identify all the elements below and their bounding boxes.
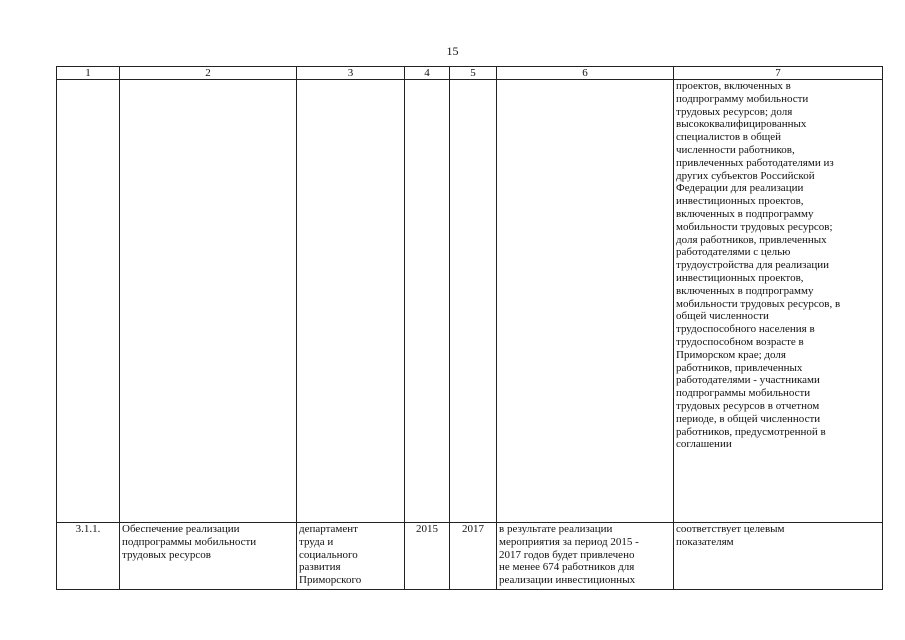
text-line: численности работников, <box>676 143 795 156</box>
text-line: включенных в подпрограмму <box>676 284 814 297</box>
text-line: работодателями с целью <box>676 246 791 259</box>
text-line: трудоустройства для реализации <box>676 259 830 272</box>
table-header-row <box>57 67 883 80</box>
text-line: периоде, в общей численности <box>676 412 821 425</box>
text-line: трудовых ресурсов в отчетном <box>676 399 820 412</box>
text-line: инвестиционных проектов, <box>676 195 804 208</box>
text-line: 2017 годов будет привлечено <box>499 548 635 561</box>
text-line: мобильности трудовых ресурсов; <box>676 220 833 233</box>
indicator-link-cell <box>674 523 883 590</box>
text-line: проектов, включенных в <box>676 80 791 92</box>
text-line: труда и <box>299 535 334 548</box>
text-line: подпрограмму мобильности <box>676 92 809 105</box>
text-line: мероприятия за период 2015 - <box>499 535 639 548</box>
text-line: социального <box>299 548 358 561</box>
text-line: других субъектов Российской <box>676 169 815 182</box>
text-line: в результате реализации <box>499 523 613 535</box>
table-cell <box>405 80 450 523</box>
table-cell <box>120 80 297 523</box>
text-line: не менее 674 работников для <box>499 561 635 574</box>
text-line: Приморском крае; доля <box>676 348 786 361</box>
text-line: включенных в подпрограмму <box>676 207 814 220</box>
text-lines <box>499 523 671 587</box>
header-cell: 6 <box>497 67 674 80</box>
header-cell: 1 <box>57 67 120 80</box>
text-line: подпрограммы мобильности <box>676 387 811 400</box>
indicator-text-cell <box>674 80 883 523</box>
text-line: реализации инвестиционных <box>499 574 636 587</box>
text-line: общей численности <box>676 310 769 323</box>
text-lines <box>299 523 402 587</box>
text-line: департамент <box>299 523 358 535</box>
text-line: трудоспособного населения в <box>676 323 815 336</box>
text-line: работников, предусмотренной в <box>676 425 826 438</box>
header-cell: 3 <box>297 67 405 80</box>
text-line: Приморского <box>299 574 362 587</box>
table-cell <box>497 80 674 523</box>
document-table <box>56 66 883 590</box>
text-line: трудовых ресурсов <box>122 548 212 561</box>
text-line: мобильности трудовых ресурсов, в <box>676 297 841 310</box>
header-cell: 5 <box>450 67 497 80</box>
text-line: работодателями - участниками <box>676 374 820 387</box>
end-year-cell: 2017 <box>450 523 497 590</box>
table-cell <box>297 80 405 523</box>
start-year-cell: 2015 <box>405 523 450 590</box>
expected-result-cell <box>497 523 674 590</box>
responsible-cell <box>297 523 405 590</box>
text-line: привлеченных работодателями из <box>676 156 834 169</box>
header-cell: 4 <box>405 67 450 80</box>
text-lines <box>122 523 294 561</box>
text-line: показателям <box>676 535 734 548</box>
text-line: трудоспособном возрасте в <box>676 335 804 348</box>
item-number-cell: 3.1.1. <box>57 523 120 590</box>
page-number: 15 <box>446 44 459 58</box>
text-line: соглашении <box>676 438 732 451</box>
text-line: работников, привлеченных <box>676 361 803 374</box>
table-row <box>57 523 883 590</box>
text-line: Федерации для реализации <box>676 182 804 195</box>
text-line: инвестиционных проектов, <box>676 271 804 284</box>
table-cell <box>450 80 497 523</box>
text-line: высококвалифицированных <box>676 118 807 131</box>
table-cell <box>57 80 120 523</box>
activity-name-cell <box>120 523 297 590</box>
text-line: развития <box>299 561 341 574</box>
text-line: соответствует целевым <box>676 523 785 535</box>
text-lines <box>676 523 880 549</box>
text-line: подпрограммы мобильности <box>122 535 257 548</box>
text-line: трудовых ресурсов; доля <box>676 105 793 118</box>
text-line: специалистов в общей <box>676 131 782 144</box>
table-row <box>57 80 883 523</box>
text-lines <box>676 80 880 451</box>
header-cell: 2 <box>120 67 297 80</box>
header-cell: 7 <box>674 67 883 80</box>
text-line: доля работников, привлеченных <box>676 233 827 246</box>
text-line: Обеспечение реализации <box>122 523 240 535</box>
